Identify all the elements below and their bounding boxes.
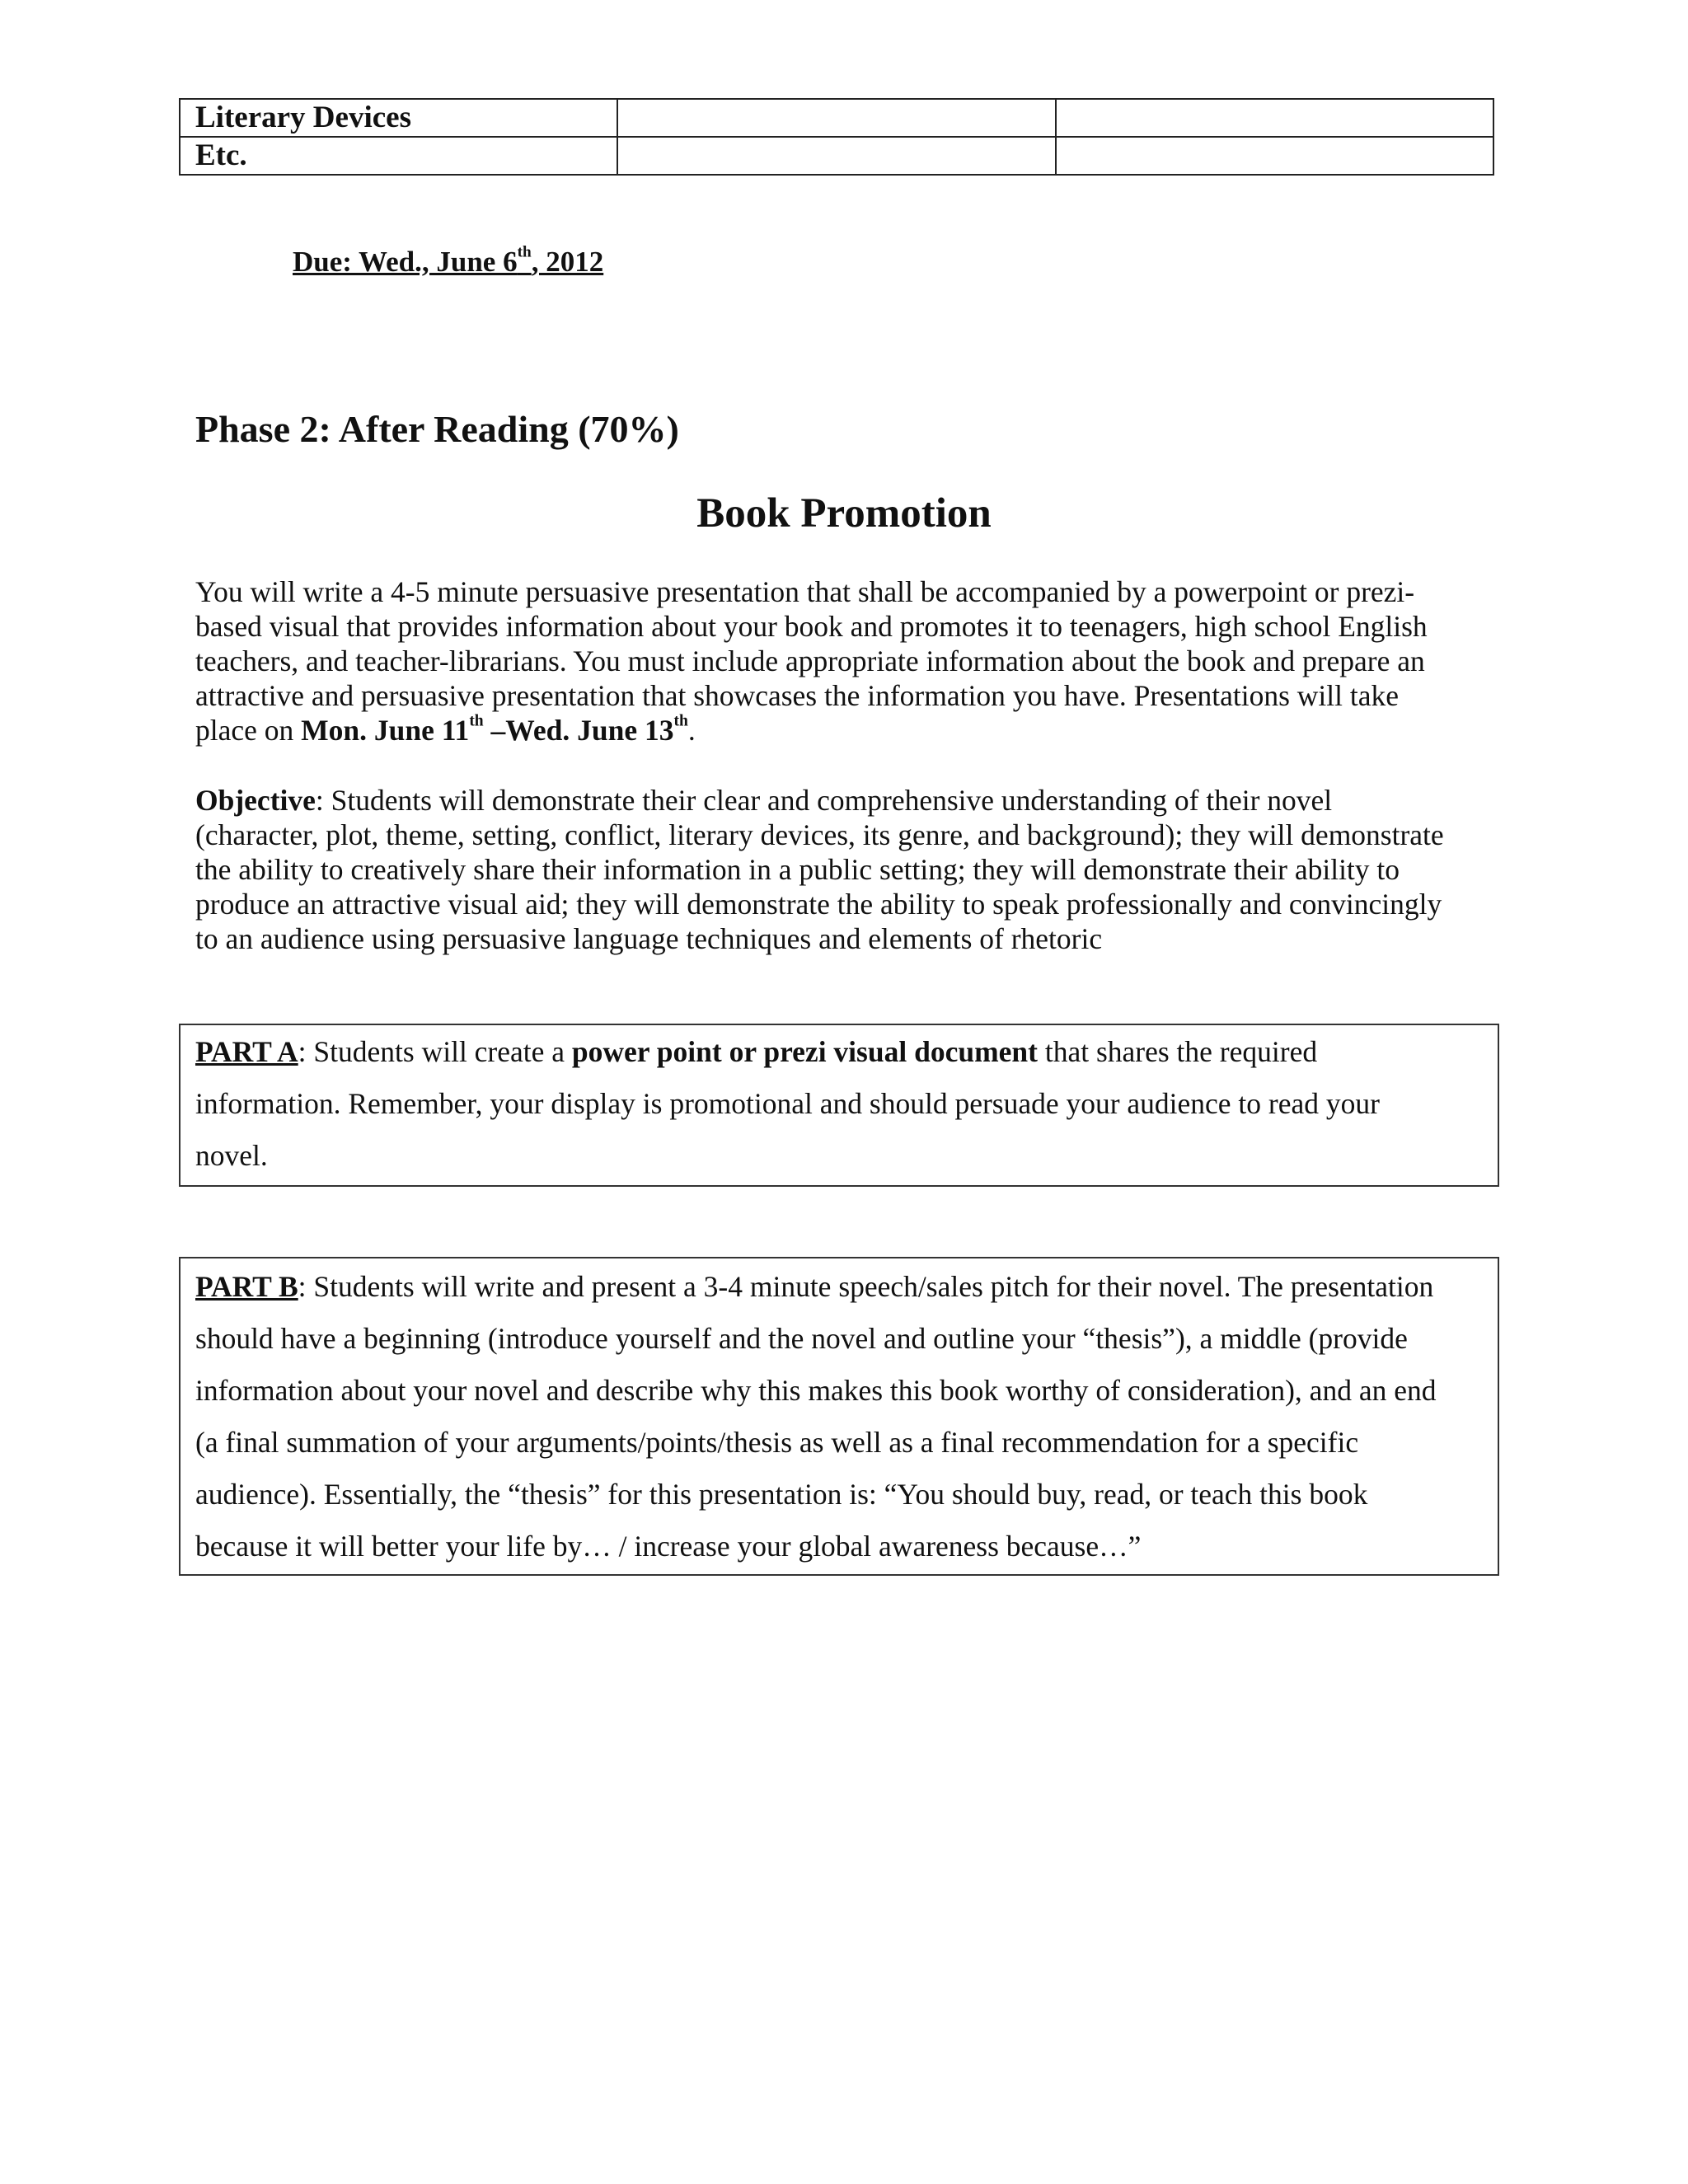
presentation-start-date: Mon. June 11 — [301, 714, 470, 747]
presentation-end-date: –Wed. June 13 — [483, 714, 674, 747]
part-a-text: : Students will create a — [298, 1035, 572, 1068]
table-cell-empty — [1056, 137, 1493, 175]
intro-place-on: place on — [195, 714, 302, 747]
table-cell-empty — [617, 99, 1056, 137]
intro-line-dates — [195, 713, 1514, 748]
part-a-label: PART A — [195, 1035, 298, 1068]
table-cell-label: Literary Devices — [180, 99, 617, 137]
due-date-sup: th — [517, 243, 532, 261]
intro-paragraph — [195, 574, 1514, 748]
part-b-label: PART B — [195, 1270, 298, 1303]
end-date-sup: th — [673, 712, 688, 730]
objective-line — [195, 783, 1514, 818]
objective-line: produce an attractive visual aid; they will demonstrate the ability to speak professionally and convincingly — [195, 888, 1442, 921]
phase-heading: Phase 2: After Reading (70%) — [195, 408, 679, 450]
intro-line: based visual that provides information about your book and promotes it to teenagers, high school English — [195, 610, 1428, 643]
part-a-box — [179, 1024, 1499, 1187]
objective-line: to an audience using persuasive language techniques and elements of rhetoric — [195, 922, 1103, 955]
part-b-line: should have a beginning (introduce yourself and the novel and outline your “thesis”), a middle (provide — [195, 1322, 1408, 1355]
part-a-line — [195, 1026, 1498, 1078]
table-cell-empty — [617, 137, 1056, 175]
objective-paragraph — [195, 783, 1514, 956]
intro-line: teachers, and teacher-librarians. You must include appropriate information about the book and prepare an — [195, 644, 1425, 677]
part-b-line: audience). Essentially, the “thesis” for this presentation is: “You should buy, read, or teach this book — [195, 1478, 1368, 1511]
page-title: Book Promotion — [696, 490, 992, 537]
objective-line: (character, plot, theme, setting, conflict, literary devices, its genre, and background); they will demonstrate — [195, 818, 1444, 851]
part-b-box — [179, 1257, 1499, 1576]
due-date-text: Due: Wed., June 6 — [293, 246, 518, 278]
part-b-text: : Students will write and present a 3-4 minute speech/sales pitch for their novel. The presentation — [298, 1270, 1434, 1303]
start-date-sup: th — [469, 712, 484, 730]
due-date-year: , 2012 — [531, 246, 604, 278]
due-date — [293, 243, 604, 279]
intro-period: . — [687, 714, 696, 747]
intro-line: You will write a 4-5 minute persuasive presentation that shall be accompanied by a powerpoint or prezi- — [195, 575, 1415, 608]
part-b-line: because it will better your life by… / increase your global awareness because…” — [195, 1530, 1142, 1563]
table-cell-label: Etc. — [180, 137, 617, 175]
table-row — [180, 137, 1493, 175]
literary-devices-table — [179, 98, 1494, 176]
objective-label: Objective — [195, 784, 316, 817]
part-a-line: information. Remember, your display is promotional and should persuade your audience to read your — [195, 1087, 1380, 1120]
part-a-bold-text: power point or prezi visual document — [571, 1035, 1038, 1068]
part-a-line: novel. — [195, 1139, 268, 1172]
part-a-text: that shares the required — [1037, 1035, 1318, 1068]
intro-line: attractive and persuasive presentation that showcases the information you have. Presentations will take — [195, 679, 1399, 712]
table-cell-empty — [1056, 99, 1493, 137]
part-b-line: information about your novel and describe why this makes this book worthy of consideration), and an end — [195, 1374, 1437, 1407]
table-row — [180, 99, 1493, 137]
part-b-line — [195, 1261, 1498, 1313]
objective-line: the ability to creatively share their information in a public setting; they will demonstrate their ability to — [195, 853, 1400, 886]
part-b-line: (a final summation of your arguments/points/thesis as well as a final recommendation for a specific — [195, 1426, 1359, 1459]
objective-text: : Students will demonstrate their clear and comprehensive understanding of their novel — [315, 784, 1333, 817]
